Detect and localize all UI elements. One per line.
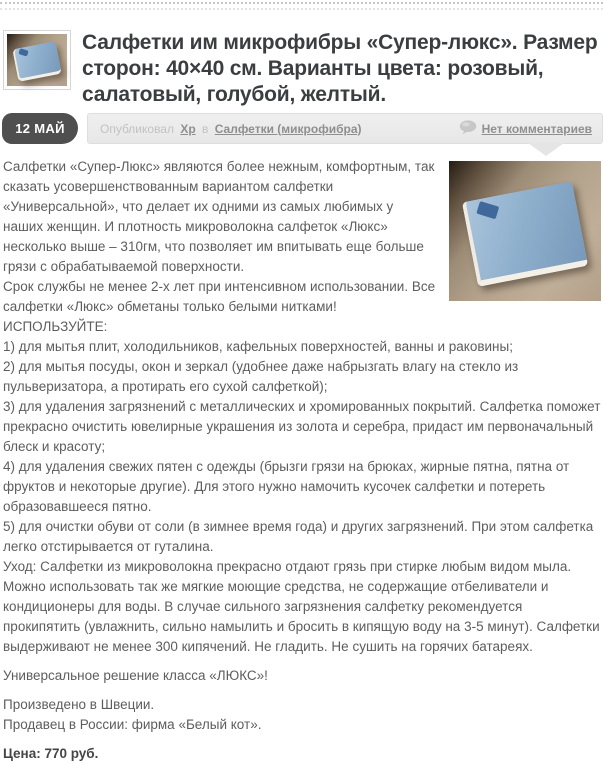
published-label: Опубликовал — [100, 121, 174, 136]
author-link[interactable]: Хр — [180, 121, 196, 136]
cloth-shape — [462, 181, 588, 287]
comments-link[interactable]: Нет комментариев — [481, 121, 592, 136]
cloth-tag-shape — [18, 48, 28, 56]
paragraph-intro: Салфетки «Супер-Люкс» являются более нежным, комфортным, так сказать усовершенствованным вариантом салфетки «Универсальной», что делает их одними из самых любимых у наших женщин. И плотность микроволокна салфеток «Люкс» несколько выше – 310гм, что позволяет им впитывать еще больше грязи с обрабатываемой поверхности. — [3, 159, 435, 274]
price-label: Цена: 770 руб. — [3, 746, 99, 761]
paragraph-use-heading: ИСПОЛЬЗУЙТЕ: — [3, 319, 108, 334]
paragraph-use-1: 1) для мытья плит, холодильников, кафельных поверхностей, ванны и раковины; — [3, 339, 513, 354]
article-body — [3, 157, 601, 764]
cloth-shape — [12, 41, 61, 82]
paragraph-use-2: 2) для мытья посуды, окон и зеркал (удобнее даже набрызгать влагу на стекло из пульверизатора, а протирать его сухой салфеткой); — [3, 359, 519, 394]
paragraph-use-5: 5) для очистки обуви от соли (в зимнее время года) и других загрязнений. При этом салфетка легко отстирывается от гуталина. — [3, 519, 594, 554]
date-badge-label: 12 МАЙ — [15, 121, 65, 136]
paragraph-closing: Универсальное решение класса «ЛЮКС»! — [3, 668, 268, 683]
paragraph-use-4: 4) для удаления свежих пятен с одежды (брызги грязи на брюках, жирные пятна, пятна от фруктов и некоторые другие). Для этого нужно намочить кусочек салфетки и потереть образовавшееся пятно. — [3, 459, 570, 514]
category-link[interactable]: Салфетки (микрофибра) — [214, 121, 362, 136]
origin-line-1: Произведено в Швеции. — [3, 697, 155, 712]
cloth-tag-shape — [476, 201, 499, 219]
in-label: в — [202, 121, 209, 136]
post-title: Салфетки им микрофибры «Супер-люкс». Размер сторон: 40×40 см. Варианты цвета: розовый, салатовый, голубой, желтый. — [82, 31, 598, 106]
speech-bubble-icon — [459, 120, 477, 138]
top-dotted-divider-2 — [0, 8, 603, 10]
meta-bar — [87, 113, 603, 144]
byline — [100, 122, 365, 136]
comments-area — [459, 120, 592, 138]
top-dotted-divider — [0, 2, 603, 4]
date-badge — [2, 113, 78, 144]
paragraph-care: Уход: Салфетки из микроволокна прекрасно отдают грязь при стирке любым видом мыла. Можно использовать так же мягкие моющие средства, не содержащие отбеливатели и кондиционеры для воды. В случае сильного загрязнения салфетку рекомендуется прокипятить (увлажнить, сильно намылить и бросить в кипящую воду на 3-5 минут). Салфетки выдерживают не менее 300 кипячений. Не гладить. Не сушить на горячих батареях. — [3, 559, 600, 654]
microfiber-cloth-photo-small-icon — [7, 34, 67, 86]
meta-bar-tail — [528, 143, 564, 156]
post-thumbnail[interactable] — [3, 30, 71, 90]
origin-line-2: Продавец в России: фирма «Белый кот». — [3, 717, 262, 732]
paragraph-use-3: 3) для удаления загрязнений с металлических и хромированных покрытий. Салфетка поможет прекрасно очистить ювелирные украшения из золота и серебра, придаст им первоначальный блеск и красоту; — [3, 399, 601, 454]
product-photo — [449, 161, 601, 301]
paragraph-lifetime: Срок службы не менее 2-х лет при интенсивном использовании. Все салфетки «Люкс» обметаны только белыми нитками! — [3, 279, 436, 314]
